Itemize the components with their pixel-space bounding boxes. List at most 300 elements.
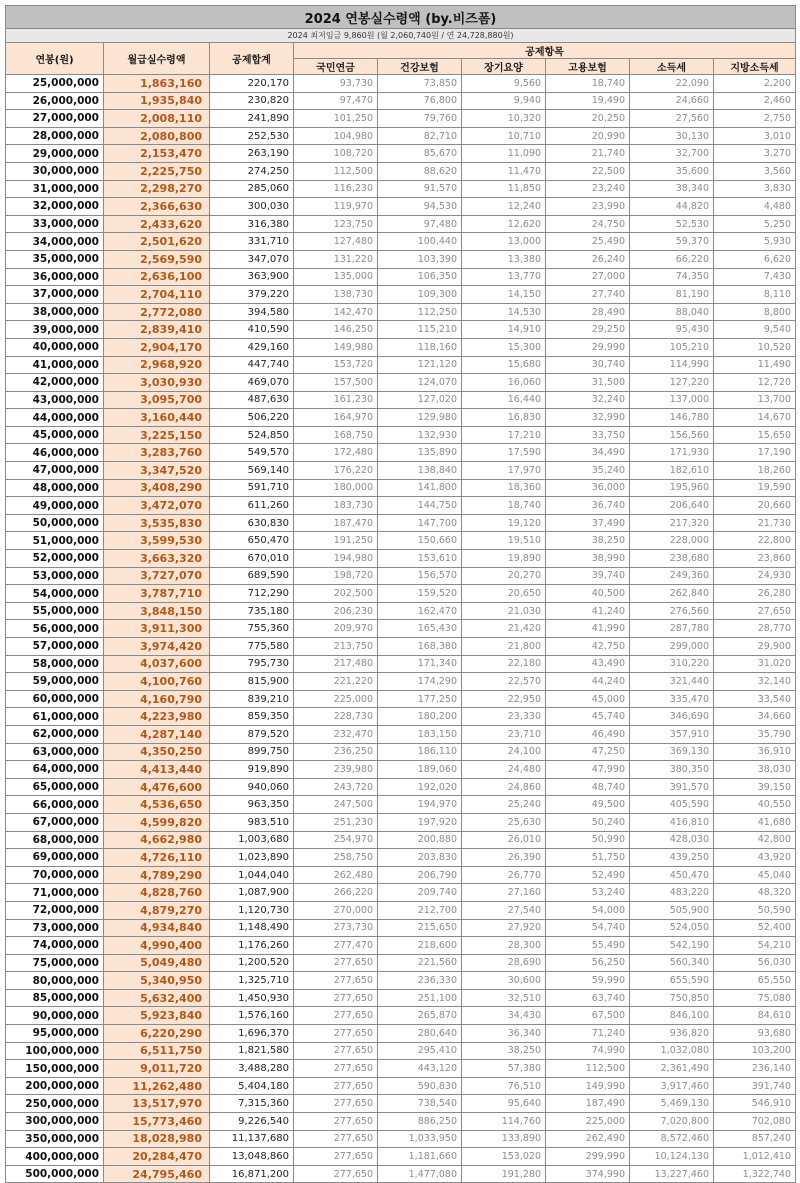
local-income-tax-cell: 2,750 (714, 110, 796, 128)
income-tax-cell: 13,227,460 (630, 1165, 714, 1183)
income-tax-cell: 228,000 (630, 532, 714, 550)
monthly-net-pay-cell: 2,636,100 (104, 268, 210, 286)
local-income-tax-cell: 702,080 (714, 1113, 796, 1131)
local-income-tax-cell: 3,830 (714, 180, 796, 198)
employment-insurance-cell: 40,500 (546, 585, 630, 603)
long-term-care-cell: 19,120 (462, 514, 546, 532)
table-row (6, 690, 796, 708)
total-deduction-cell: 1,044,040 (210, 866, 294, 884)
total-deduction-cell: 1,325,710 (210, 972, 294, 990)
national-pension-cell: 194,980 (294, 550, 378, 568)
header-national-pension: 국민연금 (294, 59, 378, 75)
local-income-tax-cell: 43,920 (714, 849, 796, 867)
health-insurance-cell: 738,540 (378, 1095, 462, 1113)
local-income-tax-cell: 14,670 (714, 409, 796, 427)
employment-insurance-cell: 28,490 (546, 303, 630, 321)
long-term-care-cell: 23,330 (462, 708, 546, 726)
health-insurance-cell: 1,033,950 (378, 1130, 462, 1148)
annual-salary-cell: 64,000,000 (6, 761, 104, 779)
header-employment-insurance: 고용보험 (546, 59, 630, 75)
long-term-care-cell: 21,420 (462, 620, 546, 638)
health-insurance-cell: 112,250 (378, 303, 462, 321)
income-tax-cell: 44,820 (630, 198, 714, 216)
total-deduction-cell: 506,220 (210, 409, 294, 427)
total-deduction-cell: 1,200,520 (210, 954, 294, 972)
monthly-net-pay-cell: 4,990,400 (104, 937, 210, 955)
employment-insurance-cell: 21,740 (546, 145, 630, 163)
income-tax-cell: 310,220 (630, 655, 714, 673)
monthly-net-pay-cell: 3,974,420 (104, 638, 210, 656)
health-insurance-cell: 82,710 (378, 127, 462, 145)
health-insurance-cell: 186,110 (378, 743, 462, 761)
local-income-tax-cell: 391,740 (714, 1077, 796, 1095)
income-tax-cell: 357,910 (630, 725, 714, 743)
long-term-care-cell: 9,940 (462, 92, 546, 110)
national-pension-cell: 127,480 (294, 233, 378, 251)
health-insurance-cell: 197,920 (378, 813, 462, 831)
national-pension-cell: 164,970 (294, 409, 378, 427)
monthly-net-pay-cell: 5,049,480 (104, 954, 210, 972)
long-term-care-cell: 15,300 (462, 338, 546, 356)
national-pension-cell: 251,230 (294, 813, 378, 831)
annual-salary-cell: 300,000,000 (6, 1113, 104, 1131)
employment-insurance-cell: 51,750 (546, 849, 630, 867)
national-pension-cell: 191,250 (294, 532, 378, 550)
monthly-net-pay-cell: 3,535,830 (104, 514, 210, 532)
employment-insurance-cell: 33,750 (546, 426, 630, 444)
income-tax-cell: 59,370 (630, 233, 714, 251)
annual-salary-cell: 95,000,000 (6, 1025, 104, 1043)
income-tax-cell: 22,090 (630, 75, 714, 93)
income-tax-cell: 405,590 (630, 796, 714, 814)
table-row (6, 268, 796, 286)
national-pension-cell: 116,230 (294, 180, 378, 198)
employment-insurance-cell: 262,490 (546, 1130, 630, 1148)
long-term-care-cell: 12,240 (462, 198, 546, 216)
health-insurance-cell: 118,160 (378, 338, 462, 356)
health-insurance-cell: 165,430 (378, 620, 462, 638)
total-deduction-cell: 1,003,680 (210, 831, 294, 849)
table-row (6, 215, 796, 233)
monthly-net-pay-cell: 4,536,650 (104, 796, 210, 814)
national-pension-cell: 183,730 (294, 497, 378, 515)
local-income-tax-cell: 35,790 (714, 725, 796, 743)
table-row (6, 180, 796, 198)
local-income-tax-cell: 41,680 (714, 813, 796, 831)
local-income-tax-cell: 6,620 (714, 250, 796, 268)
monthly-net-pay-cell: 3,347,520 (104, 462, 210, 480)
long-term-care-cell: 27,540 (462, 901, 546, 919)
annual-salary-cell: 74,000,000 (6, 937, 104, 955)
national-pension-cell: 225,000 (294, 690, 378, 708)
annual-salary-cell: 59,000,000 (6, 673, 104, 691)
long-term-care-cell: 15,680 (462, 356, 546, 374)
annual-salary-cell: 33,000,000 (6, 215, 104, 233)
long-term-care-cell: 22,570 (462, 673, 546, 691)
income-tax-cell: 146,780 (630, 409, 714, 427)
monthly-net-pay-cell: 3,160,440 (104, 409, 210, 427)
national-pension-cell: 112,500 (294, 162, 378, 180)
long-term-care-cell: 17,590 (462, 444, 546, 462)
monthly-net-pay-cell: 4,726,110 (104, 849, 210, 867)
total-deduction-cell: 795,730 (210, 655, 294, 673)
employment-insurance-cell: 27,740 (546, 286, 630, 304)
national-pension-cell: 277,650 (294, 1095, 378, 1113)
monthly-net-pay-cell: 3,787,710 (104, 585, 210, 603)
long-term-care-cell: 13,770 (462, 268, 546, 286)
annual-salary-cell: 50,000,000 (6, 514, 104, 532)
annual-salary-cell: 37,000,000 (6, 286, 104, 304)
monthly-net-pay-cell: 4,879,270 (104, 901, 210, 919)
annual-salary-cell: 43,000,000 (6, 391, 104, 409)
total-deduction-cell: 775,580 (210, 638, 294, 656)
local-income-tax-cell: 7,430 (714, 268, 796, 286)
total-deduction-cell: 3,488,280 (210, 1060, 294, 1078)
total-deduction-cell: 220,170 (210, 75, 294, 93)
income-tax-cell: 217,320 (630, 514, 714, 532)
employment-insurance-cell: 22,500 (546, 162, 630, 180)
table-row (6, 638, 796, 656)
annual-salary-cell: 80,000,000 (6, 972, 104, 990)
health-insurance-cell: 192,020 (378, 778, 462, 796)
salary-table (5, 5, 796, 1183)
local-income-tax-cell: 42,800 (714, 831, 796, 849)
local-income-tax-cell: 9,540 (714, 321, 796, 339)
local-income-tax-cell: 40,550 (714, 796, 796, 814)
table-row (6, 391, 796, 409)
header-deduction-items: 공제항목 (294, 43, 796, 59)
health-insurance-cell: 295,410 (378, 1042, 462, 1060)
annual-salary-cell: 63,000,000 (6, 743, 104, 761)
monthly-net-pay-cell: 3,599,530 (104, 532, 210, 550)
health-insurance-cell: 150,660 (378, 532, 462, 550)
table-title: 2024 연봉실수령액 (by.비즈폼) (6, 6, 796, 29)
income-tax-cell: 10,124,130 (630, 1148, 714, 1166)
total-deduction-cell: 859,350 (210, 708, 294, 726)
health-insurance-cell: 115,210 (378, 321, 462, 339)
monthly-net-pay-cell: 11,262,480 (104, 1077, 210, 1095)
local-income-tax-cell: 5,250 (714, 215, 796, 233)
total-deduction-cell: 363,900 (210, 268, 294, 286)
health-insurance-cell: 129,980 (378, 409, 462, 427)
health-insurance-cell: 183,150 (378, 725, 462, 743)
table-row (6, 673, 796, 691)
monthly-net-pay-cell: 4,934,840 (104, 919, 210, 937)
health-insurance-cell: 76,800 (378, 92, 462, 110)
total-deduction-cell: 13,048,860 (210, 1148, 294, 1166)
long-term-care-cell: 36,340 (462, 1025, 546, 1043)
income-tax-cell: 195,960 (630, 479, 714, 497)
income-tax-cell: 30,130 (630, 127, 714, 145)
income-tax-cell: 750,850 (630, 989, 714, 1007)
income-tax-cell: 127,220 (630, 374, 714, 392)
monthly-net-pay-cell: 3,663,320 (104, 550, 210, 568)
total-deduction-cell: 1,176,260 (210, 937, 294, 955)
national-pension-cell: 277,650 (294, 1148, 378, 1166)
monthly-net-pay-cell: 4,662,980 (104, 831, 210, 849)
annual-salary-cell: 67,000,000 (6, 813, 104, 831)
national-pension-cell: 277,650 (294, 1042, 378, 1060)
income-tax-cell: 27,560 (630, 110, 714, 128)
monthly-net-pay-cell: 2,704,110 (104, 286, 210, 304)
monthly-net-pay-cell: 2,153,470 (104, 145, 210, 163)
local-income-tax-cell: 48,320 (714, 884, 796, 902)
national-pension-cell: 138,730 (294, 286, 378, 304)
annual-salary-cell: 48,000,000 (6, 479, 104, 497)
annual-salary-cell: 61,000,000 (6, 708, 104, 726)
employment-insurance-cell: 187,490 (546, 1095, 630, 1113)
local-income-tax-cell: 23,860 (714, 550, 796, 568)
long-term-care-cell: 95,640 (462, 1095, 546, 1113)
table-row (6, 884, 796, 902)
employment-insurance-cell: 74,990 (546, 1042, 630, 1060)
table-row (6, 338, 796, 356)
annual-salary-cell: 72,000,000 (6, 901, 104, 919)
health-insurance-cell: 100,440 (378, 233, 462, 251)
income-tax-cell: 439,250 (630, 849, 714, 867)
employment-insurance-cell: 45,000 (546, 690, 630, 708)
table-row (6, 901, 796, 919)
monthly-net-pay-cell: 2,225,750 (104, 162, 210, 180)
monthly-net-pay-cell: 3,283,760 (104, 444, 210, 462)
long-term-care-cell: 26,770 (462, 866, 546, 884)
annual-salary-cell: 46,000,000 (6, 444, 104, 462)
long-term-care-cell: 22,180 (462, 655, 546, 673)
annual-salary-cell: 65,000,000 (6, 778, 104, 796)
long-term-care-cell: 24,100 (462, 743, 546, 761)
income-tax-cell: 380,350 (630, 761, 714, 779)
national-pension-cell: 153,720 (294, 356, 378, 374)
income-tax-cell: 105,210 (630, 338, 714, 356)
income-tax-cell: 391,570 (630, 778, 714, 796)
total-deduction-cell: 11,137,680 (210, 1130, 294, 1148)
employment-insurance-cell: 36,740 (546, 497, 630, 515)
annual-salary-cell: 55,000,000 (6, 602, 104, 620)
income-tax-cell: 74,350 (630, 268, 714, 286)
table-row (6, 989, 796, 1007)
monthly-net-pay-cell: 3,225,150 (104, 426, 210, 444)
local-income-tax-cell: 56,030 (714, 954, 796, 972)
table-row (6, 972, 796, 990)
employment-insurance-cell: 43,490 (546, 655, 630, 673)
annual-salary-cell: 68,000,000 (6, 831, 104, 849)
annual-salary-cell: 28,000,000 (6, 127, 104, 145)
employment-insurance-cell: 36,000 (546, 479, 630, 497)
long-term-care-cell: 28,690 (462, 954, 546, 972)
monthly-net-pay-cell: 3,848,150 (104, 602, 210, 620)
local-income-tax-cell: 75,080 (714, 989, 796, 1007)
table-row (6, 778, 796, 796)
local-income-tax-cell: 103,200 (714, 1042, 796, 1060)
annual-salary-cell: 44,000,000 (6, 409, 104, 427)
employment-insurance-cell: 149,990 (546, 1077, 630, 1095)
income-tax-cell: 206,640 (630, 497, 714, 515)
annual-salary-cell: 71,000,000 (6, 884, 104, 902)
employment-insurance-cell: 32,990 (546, 409, 630, 427)
income-tax-cell: 1,032,080 (630, 1042, 714, 1060)
long-term-care-cell: 28,300 (462, 937, 546, 955)
local-income-tax-cell: 93,680 (714, 1025, 796, 1043)
annual-salary-cell: 25,000,000 (6, 75, 104, 93)
health-insurance-cell: 127,020 (378, 391, 462, 409)
health-insurance-cell: 121,120 (378, 356, 462, 374)
header-net-pay: 월급실수령액 (104, 43, 210, 75)
local-income-tax-cell: 857,240 (714, 1130, 796, 1148)
health-insurance-cell: 189,060 (378, 761, 462, 779)
table-row (6, 1060, 796, 1078)
annual-salary-cell: 26,000,000 (6, 92, 104, 110)
monthly-net-pay-cell: 4,100,760 (104, 673, 210, 691)
local-income-tax-cell: 12,720 (714, 374, 796, 392)
table-row (6, 233, 796, 251)
annual-salary-cell: 66,000,000 (6, 796, 104, 814)
total-deduction-cell: 429,160 (210, 338, 294, 356)
income-tax-cell: 846,100 (630, 1007, 714, 1025)
total-deduction-cell: 331,710 (210, 233, 294, 251)
table-row (6, 919, 796, 937)
employment-insurance-cell: 42,750 (546, 638, 630, 656)
long-term-care-cell: 24,860 (462, 778, 546, 796)
table-row (6, 110, 796, 128)
local-income-tax-cell: 2,460 (714, 92, 796, 110)
health-insurance-cell: 443,120 (378, 1060, 462, 1078)
national-pension-cell: 119,970 (294, 198, 378, 216)
national-pension-cell: 180,000 (294, 479, 378, 497)
monthly-net-pay-cell: 3,095,700 (104, 391, 210, 409)
employment-insurance-cell: 18,740 (546, 75, 630, 93)
employment-insurance-cell: 23,990 (546, 198, 630, 216)
table-row (6, 409, 796, 427)
national-pension-cell: 236,250 (294, 743, 378, 761)
health-insurance-cell: 144,750 (378, 497, 462, 515)
annual-salary-cell: 47,000,000 (6, 462, 104, 480)
long-term-care-cell: 16,440 (462, 391, 546, 409)
local-income-tax-cell: 546,910 (714, 1095, 796, 1113)
annual-salary-cell: 45,000,000 (6, 426, 104, 444)
local-income-tax-cell: 4,480 (714, 198, 796, 216)
income-tax-cell: 114,990 (630, 356, 714, 374)
long-term-care-cell: 24,480 (462, 761, 546, 779)
annual-salary-cell: 53,000,000 (6, 567, 104, 585)
employment-insurance-cell: 29,990 (546, 338, 630, 356)
health-insurance-cell: 265,870 (378, 1007, 462, 1025)
income-tax-cell: 2,361,490 (630, 1060, 714, 1078)
monthly-net-pay-cell: 3,408,290 (104, 479, 210, 497)
health-insurance-cell: 147,700 (378, 514, 462, 532)
employment-insurance-cell: 41,990 (546, 620, 630, 638)
local-income-tax-cell: 32,140 (714, 673, 796, 691)
long-term-care-cell: 16,060 (462, 374, 546, 392)
annual-salary-cell: 29,000,000 (6, 145, 104, 163)
national-pension-cell: 168,750 (294, 426, 378, 444)
employment-insurance-cell: 50,990 (546, 831, 630, 849)
employment-insurance-cell: 55,490 (546, 937, 630, 955)
monthly-net-pay-cell: 2,968,920 (104, 356, 210, 374)
long-term-care-cell: 20,650 (462, 585, 546, 603)
total-deduction-cell: 1,023,890 (210, 849, 294, 867)
long-term-care-cell: 13,380 (462, 250, 546, 268)
total-deduction-cell: 591,710 (210, 479, 294, 497)
health-insurance-cell: 159,520 (378, 585, 462, 603)
table-row (6, 796, 796, 814)
table-row (6, 444, 796, 462)
employment-insurance-cell: 34,490 (546, 444, 630, 462)
total-deduction-cell: 919,890 (210, 761, 294, 779)
monthly-net-pay-cell: 3,472,070 (104, 497, 210, 515)
table-row (6, 303, 796, 321)
employment-insurance-cell: 56,250 (546, 954, 630, 972)
long-term-care-cell: 57,380 (462, 1060, 546, 1078)
health-insurance-cell: 94,530 (378, 198, 462, 216)
local-income-tax-cell: 3,560 (714, 162, 796, 180)
monthly-net-pay-cell: 2,080,800 (104, 127, 210, 145)
income-tax-cell: 299,000 (630, 638, 714, 656)
local-income-tax-cell: 3,010 (714, 127, 796, 145)
national-pension-cell: 146,250 (294, 321, 378, 339)
header-salary: 연봉(원) (6, 43, 104, 75)
health-insurance-cell: 132,930 (378, 426, 462, 444)
national-pension-cell: 187,470 (294, 514, 378, 532)
national-pension-cell: 217,480 (294, 655, 378, 673)
local-income-tax-cell: 19,590 (714, 479, 796, 497)
income-tax-cell: 287,780 (630, 620, 714, 638)
employment-insurance-cell: 41,240 (546, 602, 630, 620)
annual-salary-cell: 70,000,000 (6, 866, 104, 884)
long-term-care-cell: 25,630 (462, 813, 546, 831)
local-income-tax-cell: 1,322,740 (714, 1165, 796, 1183)
table-row (6, 92, 796, 110)
national-pension-cell: 135,000 (294, 268, 378, 286)
annual-salary-cell: 400,000,000 (6, 1148, 104, 1166)
national-pension-cell: 221,220 (294, 673, 378, 691)
local-income-tax-cell: 50,590 (714, 901, 796, 919)
income-tax-cell: 560,340 (630, 954, 714, 972)
long-term-care-cell: 18,740 (462, 497, 546, 515)
table-row (6, 374, 796, 392)
table-row (6, 1025, 796, 1043)
total-deduction-cell: 285,060 (210, 180, 294, 198)
total-deduction-cell: 379,220 (210, 286, 294, 304)
health-insurance-cell: 177,250 (378, 690, 462, 708)
annual-salary-cell: 62,000,000 (6, 725, 104, 743)
national-pension-cell: 273,730 (294, 919, 378, 937)
monthly-net-pay-cell: 2,772,080 (104, 303, 210, 321)
annual-salary-cell: 36,000,000 (6, 268, 104, 286)
monthly-net-pay-cell: 18,028,980 (104, 1130, 210, 1148)
health-insurance-cell: 200,880 (378, 831, 462, 849)
annual-salary-cell: 200,000,000 (6, 1077, 104, 1095)
total-deduction-cell: 300,030 (210, 198, 294, 216)
monthly-net-pay-cell: 5,340,950 (104, 972, 210, 990)
national-pension-cell: 157,500 (294, 374, 378, 392)
employment-insurance-cell: 52,490 (546, 866, 630, 884)
total-deduction-cell: 1,576,160 (210, 1007, 294, 1025)
national-pension-cell: 213,750 (294, 638, 378, 656)
income-tax-cell: 505,900 (630, 901, 714, 919)
income-tax-cell: 66,220 (630, 250, 714, 268)
employment-insurance-cell: 54,740 (546, 919, 630, 937)
table-row (6, 831, 796, 849)
long-term-care-cell: 26,010 (462, 831, 546, 849)
health-insurance-cell: 1,181,660 (378, 1148, 462, 1166)
table-row (6, 75, 796, 93)
national-pension-cell: 277,650 (294, 1007, 378, 1025)
local-income-tax-cell: 8,800 (714, 303, 796, 321)
monthly-net-pay-cell: 2,569,590 (104, 250, 210, 268)
monthly-net-pay-cell: 4,476,600 (104, 778, 210, 796)
table-row (6, 356, 796, 374)
total-deduction-cell: 469,070 (210, 374, 294, 392)
